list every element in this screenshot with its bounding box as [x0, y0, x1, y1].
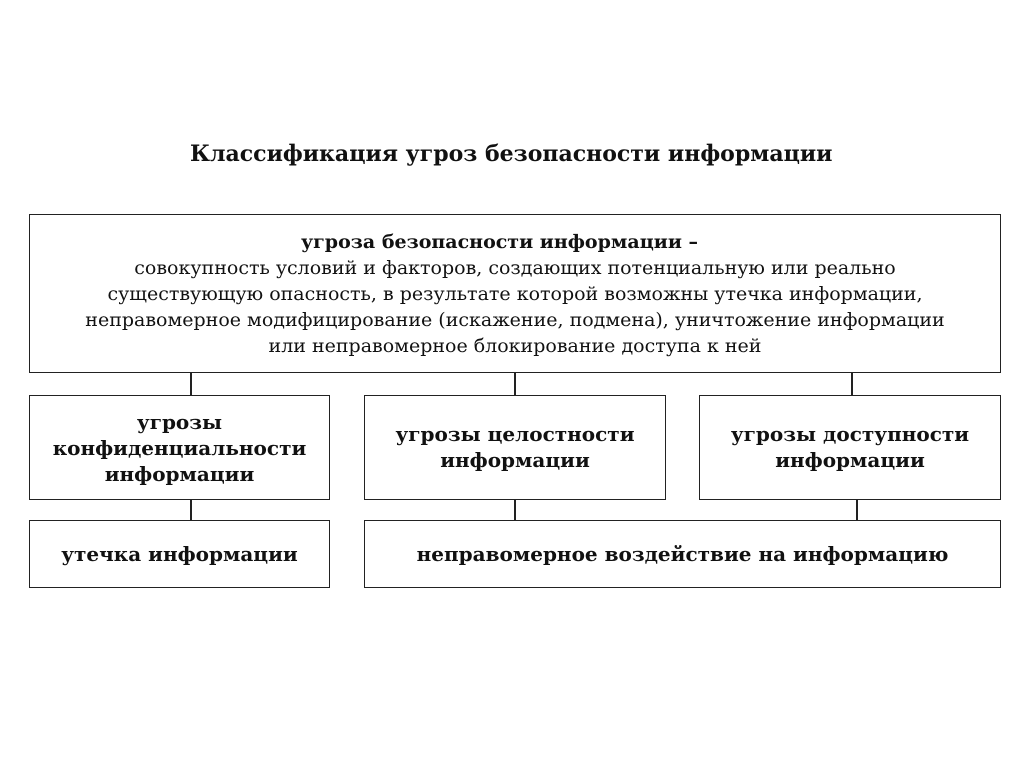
- connector-line: [190, 373, 192, 395]
- category-availability: [699, 395, 1001, 500]
- definition-line: неправомерное модифицирование (искажение, подмена), уничтожение информации: [85, 308, 945, 331]
- diagram-title: Классификация угроз безопасности информации: [190, 141, 833, 167]
- definition-line: или неправомерное блокирование доступа к ней: [268, 334, 762, 357]
- category-label: информации: [775, 448, 925, 472]
- category-label: угрозы целостности: [395, 422, 635, 446]
- connector-line: [856, 500, 858, 520]
- category-label: информации: [440, 448, 590, 472]
- definition-heading: угроза безопасности информации –: [301, 230, 699, 253]
- definition-line: существующую опасность, в результате которой возможны утечка информации,: [107, 282, 923, 305]
- definition-box: [29, 214, 1001, 373]
- result-label: неправомерное воздействие на информацию: [416, 542, 949, 566]
- category-label: угрозы: [136, 409, 223, 434]
- result-label: утечка информации: [61, 542, 298, 566]
- category-integrity: [364, 395, 666, 500]
- connector-line: [851, 373, 853, 395]
- category-label: конфиденциальности: [52, 435, 307, 460]
- result-leak: [29, 520, 330, 588]
- result-unlawful-impact: [364, 520, 1001, 588]
- connector-line: [190, 500, 192, 520]
- category-label: информации: [104, 461, 255, 486]
- category-confidentiality: [29, 395, 330, 500]
- connector-line: [514, 500, 516, 520]
- category-label: угрозы доступности: [730, 422, 970, 446]
- connector-line: [514, 373, 516, 395]
- definition-line: совокупность условий и факторов, создающих потенциальную или реально: [134, 256, 896, 279]
